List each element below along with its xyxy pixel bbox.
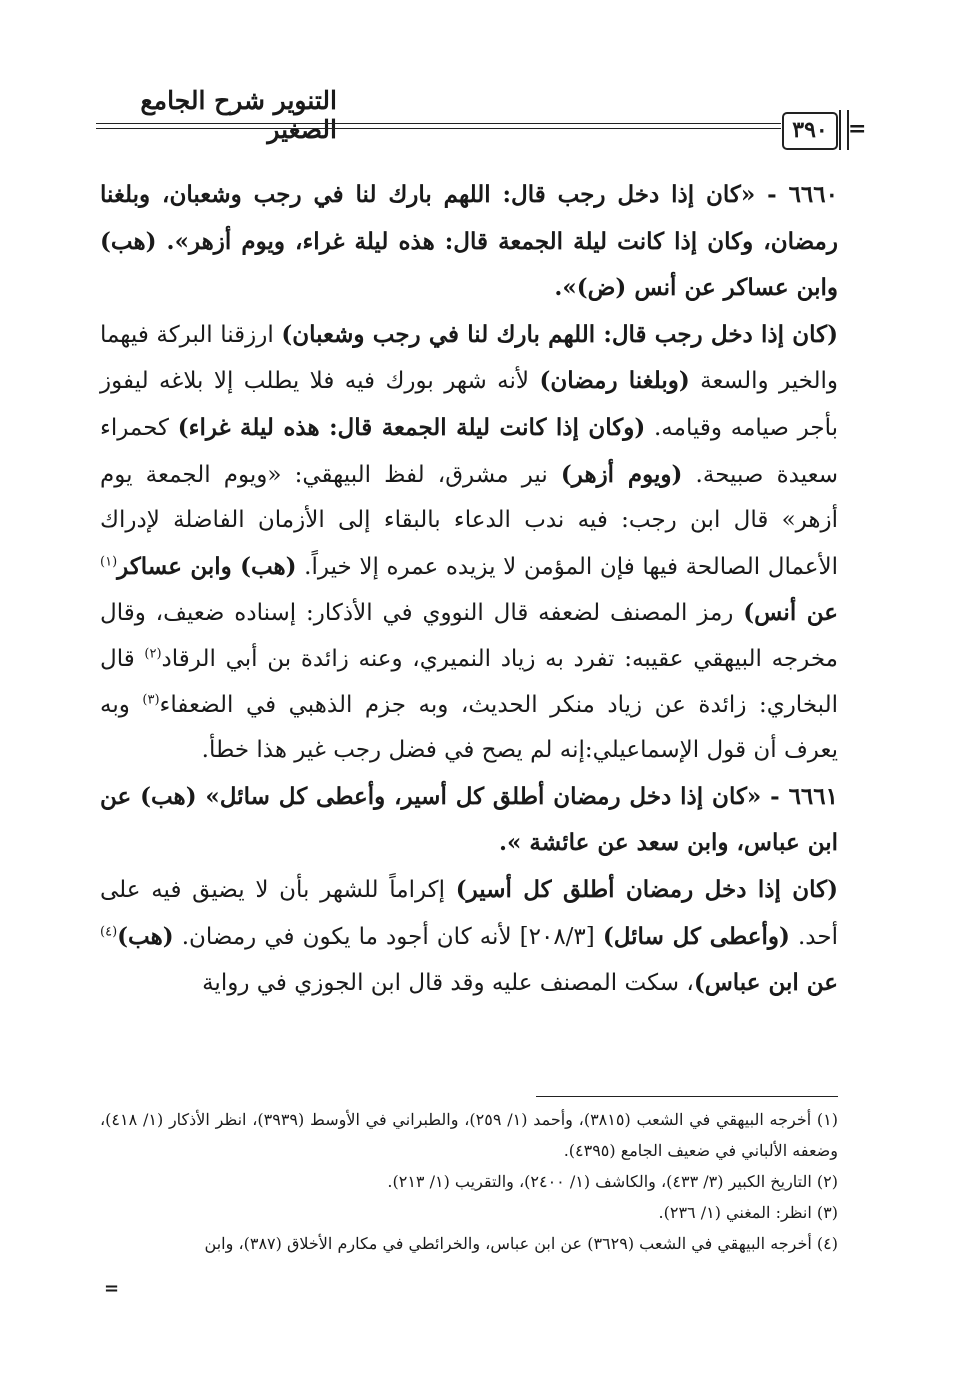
hadith-number: ٦٦٦١ - [770,782,838,810]
main-text [100,172,838,1007]
footnote-1: (١) أخرجه البيهقي في الشعب (٣٨١٥)، وأحمد (١/ ٢٥٩)، والطبراني في الأوسط (٣٩٣٩)، انظر الأذكار (١/ ٤١٨)، وضعفه الألباني في ضعيف الجامع (٤٣٩٥). [100,1110,839,1160]
footnotes [100,1104,838,1259]
footnote-separator [536,1096,838,1097]
page-mark: = [848,116,867,142]
hadith-6661 [100,774,838,867]
footnote-ref-1[interactable]: (١) [100,554,118,570]
footnote-3: (٣) انظر: المغني (١/ ٢٣٦). [658,1203,838,1222]
footnote-ref-2[interactable]: (٢) [144,646,162,662]
footnote-ref-3[interactable]: (٣) [142,691,160,707]
commentary-6661: (كان إذا دخل رمضان أطلق كل أسير) إكراماً للشهر بأن لا يضيق فيه على أحد. (وأعطى كل سائل) [٢٠٨/٣] لأنه كان أجود ما يكون في رمضان. (هب)$^{(٤)}$ عن ابن عباس)، سكت المصنف عليه وقد قال ابن الجوزي في رواية [100,875,838,997]
hadith-number: ٦٦٦٠ - [767,181,838,208]
page-number-box: ٣٩٠ [782,112,838,150]
footnote-ref-4[interactable]: (٤) [100,923,118,939]
hadith-6660 [100,172,838,312]
header-rule-double [96,128,781,129]
header-rule [96,123,781,124]
running-header-title: التنوير شرح الجامع الصغير [140,86,337,144]
footnote-2: (٢) التاريخ الكبير (٣/ ٤٣٣)، والكاشف (١/ ٢٤٠٠)، والتقريب (١/ ٢١٣). [387,1172,838,1191]
footnote-continuation-mark: = [104,1278,120,1299]
footnote-4: (٤) أخرجه البيهقي في الشعب (٣٦٢٩) عن ابن عباس، والخرائطي في مكارم الأخلاق (٣٨٧)، وابن [204,1234,838,1253]
hadith-text: «كان إذا دخل رجب قال: اللهم بارك لنا في رجب وشعبان، وبلغنا رمضان، وكان إذا كانت ليلة الجمعة قال: هذه ليلة غراء، ويوم أزهر». (هب) وابن عساكر عن أنس (ض)». [100,181,838,302]
hadith-text: «كان إذا دخل رمضان أطلق كل أسير، وأعطى كل سائل» (هب) عن ابن عباس، وابن سعد عن عائشة ». [100,782,838,857]
commentary-6660: (كان إذا دخل رجب قال: اللهم بارك لنا في رجب وشعبان) ارزقنا البركة فيهما والخير والسعة (وبلغنا رمضان) لأنه شهر بورك فيه فلا يطلب إلا بلاغه ليفوز بأجر صيامه وقيامه. (وكان إذا كانت ليلة الجمعة قال: هذه ليلة غراء) كحمراء سعيدة صبيحة. (ويوم أزهر) نير مشرق، لفظ البيهقي: «ويوم الجمعة يوم أزهر» قال ابن رجب: فيه ندب الدعاء بالبقاء إلى الأزمان الفاضلة لإدراك الأعمال الصالحة فيها فإن المؤمن لا يزيده عمره إلا خيراً. (هب) وابن عساكر$^{(١)}$ عن أنس) رمز المصنف لضعفه قال النووي في الأذكار: إسناده ضعيف، وقال مخرجه البيهقي عقيبه: تفرد به زياد النميري، وعنه زائدة بن أبي الرقاد$^{(٢)}$ قال البخاري: زائدة عن زياد منكر الحديث، وبه جزم الذهبي في الضعفاء$^{(٣)}$ وبه يعرف أن قول الإسماعيلي:إنه لم يصح في فضل رجب غير هذا خطأ. [100,320,839,764]
